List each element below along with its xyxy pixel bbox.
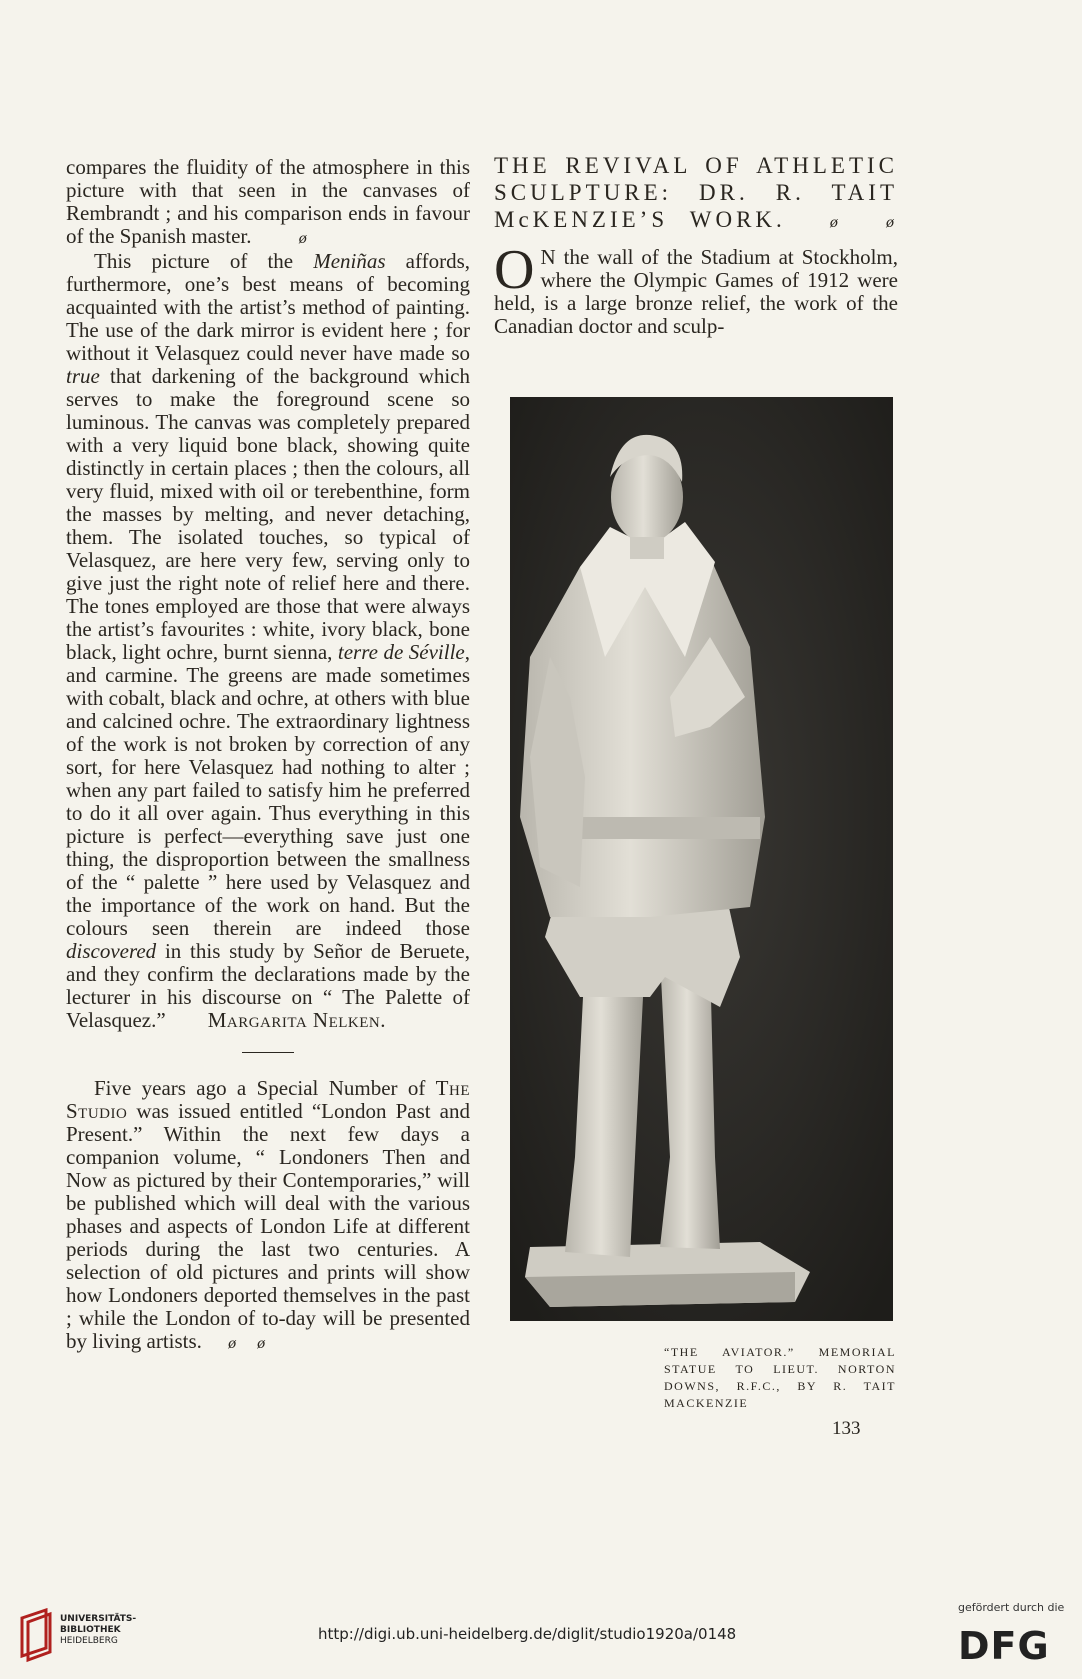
ornament-icon: ø [886,214,899,231]
dfg-logo[interactable]: DFG [958,1624,1050,1668]
paragraph-1: compares the fluidity of the atmosphere in this picture with that seen in the canvases of Rembrandt ; and his comparison ends in favour of the Spanish master. ø [66,155,470,248]
section-divider [242,1052,294,1053]
library-name: UNIVERSITÄTS- BIBLIOTHEK HEIDELBERG [60,1614,137,1646]
page-number: 133 [832,1418,861,1439]
drop-cap: O [494,239,535,301]
ornament-icon: ø [257,1335,266,1352]
aviator-statue-illustration [510,397,893,1321]
source-url-link[interactable]: http://digi.ub.uni-heidelberg.de/diglit/studio1920a/0148 [318,1625,737,1643]
funding-label: gefördert durch die [958,1601,1065,1614]
article-heading: THE REVIVAL OF ATHLETIC SCULPTURE: DR. R. TAIT McKENZIE’S WORK. ø ø [494,153,899,232]
photo-caption: “THE AVIATOR.” MEMORIAL STATUE TO LIEUT. NORTON DOWNS, R.F.C., BY R. TAIT MACKENZIE [664,1345,896,1410]
paragraph-3: Five years ago a Special Number of The Studio was issued entitled “London Past and Present.” Within the next few days a companion volume, “ Londoners Then and Now as pictured by their Contemporaries,” will be published which will deal with the various phases and aspects of London Life at different periods during the last two centuries. A selection of old pictures and prints will show how Londoners deported themselves in the past ; while the London of to-day will be presented by living artists. ø ø [66,1076,470,1353]
ornament-icon: ø [228,1335,237,1352]
ornament-icon: ø [298,230,307,247]
article-paragraph-1: O N the wall of the Stadium at Stockholm, where the Olympic Games of 1912 were held, is a large bronze relief, the work of the Canadian doctor and sculp- [494,239,898,338]
author-signature: Margarita Nelken. [207,1008,386,1032]
ornament-icon: ø [829,214,842,231]
statue-photograph [510,397,893,1321]
right-column [494,152,898,338]
library-emblem-icon [16,1608,56,1668]
paragraph-2: This picture of the Meniñas affords, furthermore, one’s best means of becoming acquainted with the artist’s method of painting. The use of the dark mirror is evident here ; for without it Velasquez could never have made so true that darkening of the background which serves to make the foreground scene so luminous. The canvas was completely prepared with a very liquid bone black, showing quite distinctly in certain places ; then the colours, all very fluid, mixed with oil or terebenthine, form the masses by melting, and never detaching, them. The isolated touches, so typical of Velasquez, are here very few, serving only to give just the right note of relief here and there. The tones employed are those that were always the artist’s favourites : white, ivory black, bone black, light ochre, burnt sienna, terre de Séville, and carmine. The greens are made sometimes with cobalt, black and ochre, at others with blue and calcined ochre. The extraordinary lightness of the work is not broken by correction of any sort, for here Velasquez had nothing to alter ; when any part failed to satisfy him he preferred to do it all over again. Thus everything in this picture is perfect—everything save just one thing, the disproportion between the smallness of the “ palette ” here used by Velasquez and the importance of the work on hand. But the colours seen therein are indeed those discovered in this study by Señor de Beruete, and they confirm the declarations made by the lecturer in his discourse on “ The Palette of Velasquez.” Margarita Nelken. [66,249,471,1032]
left-column [66,156,470,1355]
